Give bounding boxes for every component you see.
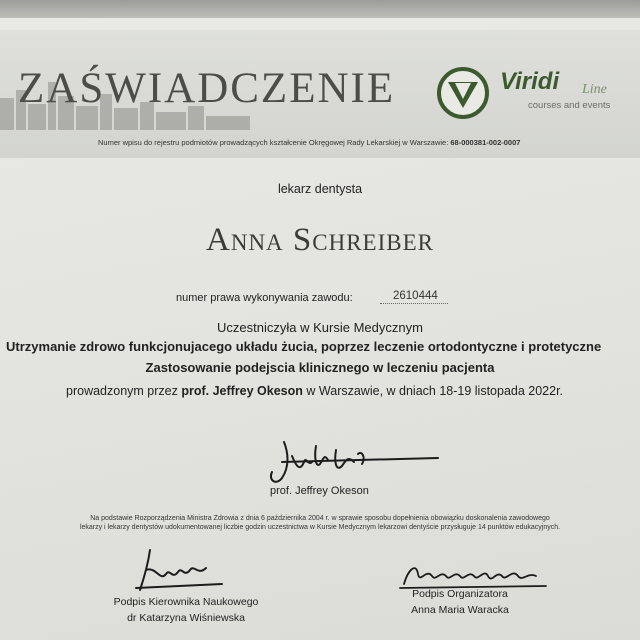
brand-tagline: courses and events [528,100,611,111]
legal-basis-line-2: lekarzy i lekarzy dentystów udokumentowanej liczbie godzin uczestnictwa w Kursie Medycznym lekarzowi dentyście przysługuje 14 punktów edukacyjnych. [79,524,561,531]
participation-statement: Uczestniczyła w Kursie Medycznym [217,320,423,335]
brand-script: Line [582,82,607,97]
organizer-name: Anna Maria Waracka [411,604,509,616]
license-number: 2610444 [393,290,438,302]
viridi-logo-icon [436,66,490,120]
conducted-by-line [66,384,563,398]
course-title-line-1: Utrzymanie zdrowo funkcjonujacego układu żucia, poprzez leczenie ortodontyczne i protetyczne [6,339,602,354]
course-title-line-2: Zastosowanie podejscia klinicznego w leczeniu pacjenta [145,360,495,375]
scientific-director-signature [126,544,236,598]
conducted-suffix: w Warszawie, w dniach 18-19 listopada 2022r. [306,384,564,398]
registry-text: Numer wpisu do rejestru podmiotów prowadzących kształcenie Okręgowej Rady Lekarskiej w Warszawie: [98,138,449,147]
conducted-lecturer: prof. Jeffrey Okeson [181,384,303,398]
conducted-prefix: prowadzonym przez [66,384,178,398]
organizer-role: Podpis Organizatora [412,588,508,600]
brand-name: Viridi [500,68,560,95]
recipient-profession: lekarz dentysta [277,182,363,196]
legal-basis-line-1: Na podstawie Rozporządzenia Ministra Zdrowia z dnia 6 października 2004 r. w sprawie sposobu dopełnienia obowiązku doskonalenia zawodowego [90,515,550,522]
scientific-director-role: Podpis Kierownika Naukowego [113,596,259,608]
scientific-director-name: dr Katarzyna Wiśniewska [127,612,245,624]
registry-number: 68-000381-002-0007 [450,138,521,147]
license-label: numer prawa wykonywania zawodu: [176,292,353,304]
certificate-title: ZAŚWIADCZENIE [18,65,396,112]
lecturer-signature-name: prof. Jeffrey Okeson [270,485,369,497]
license-dotted-line [380,303,448,304]
lecturer-signature [262,432,452,490]
registry-line [98,138,520,147]
recipient-name: Anna Schreiber [206,222,434,258]
